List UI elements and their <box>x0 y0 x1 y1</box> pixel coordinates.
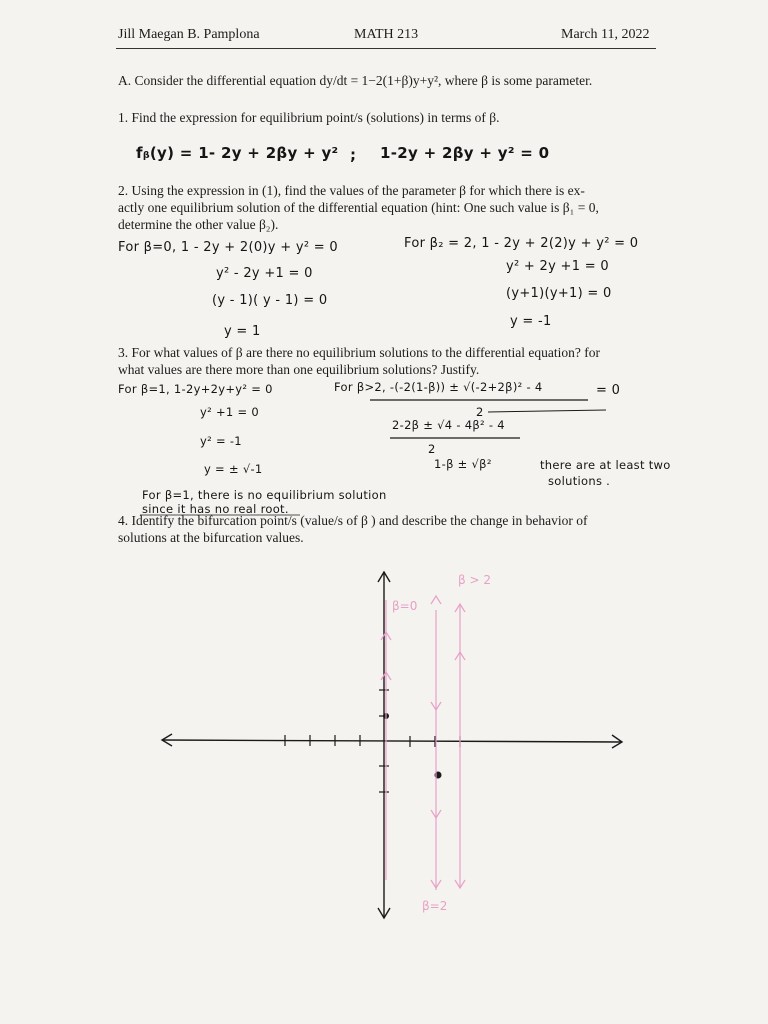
answer-2-beta2-line-4: y = -1 <box>510 314 552 329</box>
answer-2-beta2-line-2: y² + 2y +1 = 0 <box>506 259 609 274</box>
answer-3-beta1-line-4: y = ± √-1 <box>204 462 263 476</box>
label-beta2: β=2 <box>422 899 448 913</box>
answer-3-step-3: 1-β ± √β² <box>434 457 492 471</box>
answer-3-denominator-2: 2 <box>428 442 436 456</box>
question-3-line-1: 3. For what values of β are there no equilibrium solutions to the differential equation? for <box>118 345 600 360</box>
answer-3-conclusion-line-1: For β=1, there is no equilibrium solution <box>142 488 387 502</box>
answer-1-separator: ; <box>350 146 357 164</box>
answer-3-equals-zero: = 0 <box>596 383 621 398</box>
answer-2-beta0-line-4: y = 1 <box>224 324 261 339</box>
question-2-line-1: 2. Using the expression in (1), find the values of the parameter β for which there is ex- <box>118 183 585 198</box>
answer-2-beta2-line-3: (y+1)(y+1) = 0 <box>506 286 612 301</box>
course-code: MATH 213 <box>354 27 419 42</box>
answer-3-conclusion-line-2: since it has no real root. <box>142 502 289 516</box>
problem-intro: A. Consider the differential equation dy/dt = 1−2(1+β)y+y², where β is some parameter. <box>118 73 593 88</box>
answer-1-expression: fᵦ(y) = 1- 2y + 2βy + y² <box>136 144 339 162</box>
y-axis <box>378 572 390 918</box>
answer-3-note-line-2: solutions . <box>548 474 611 488</box>
answer-2-beta2-line-1: For β₂ = 2, 1 - 2y + 2(2)y + y² = 0 <box>404 236 639 251</box>
answer-3-note-line-1: there are at least two <box>540 458 671 472</box>
question-2-line-3: determine the other value β₂). <box>118 217 279 232</box>
question-1: 1. Find the expression for equilibrium point/s (solutions) in terms of β. <box>118 110 500 125</box>
answer-3-step-2: 2-2β ± √4 - 4β² - 4 <box>392 418 505 432</box>
question-3-line-2: what values are there more than one equilibrium solutions? Justify. <box>118 362 480 377</box>
label-beta-gt2: β > 2 <box>458 573 491 587</box>
answer-2-beta0-line-3: (y - 1)( y - 1) = 0 <box>212 293 328 308</box>
phase-line-beta-gt2 <box>455 604 465 888</box>
question-4-line-1: 4. Identify the bifurcation point/s (value/s of β ) and describe the change in behavior of <box>118 513 588 528</box>
answer-2-beta0-line-2: y² - 2y +1 = 0 <box>216 266 313 281</box>
answer-3-beta1-line-1: For β=1, 1-2y+2y+y² = 0 <box>118 382 273 396</box>
question-4-line-2: solutions at the bifurcation values. <box>118 530 304 545</box>
phase-line-beta0 <box>381 600 391 880</box>
question-2-line-2: actly one equilibrium solution of the differential equation (hint: One such value is β₁ = 0, <box>118 200 599 215</box>
answer-3-denominator-1: 2 <box>476 405 484 419</box>
phase-line-beta2 <box>431 596 441 890</box>
answer-2-beta0-line-1: For β=0, 1 - 2y + 2(0)y + y² = 0 <box>118 240 338 255</box>
answer-3-beta1-line-2: y² +1 = 0 <box>200 405 259 419</box>
x-axis <box>162 734 622 748</box>
student-name: Jill Maegan B. Pamplona <box>118 27 260 42</box>
answer-3-beta-gt2-numerator: For β>2, -(-2(1-β)) ± √(-2+2β)² - 4 <box>334 380 543 394</box>
answer-1-equation: 1-2y + 2βy + y² = 0 <box>380 144 550 162</box>
label-beta0: β=0 <box>392 599 418 613</box>
answer-3-beta1-line-3: y² = -1 <box>200 434 242 448</box>
date: March 11, 2022 <box>561 27 650 42</box>
